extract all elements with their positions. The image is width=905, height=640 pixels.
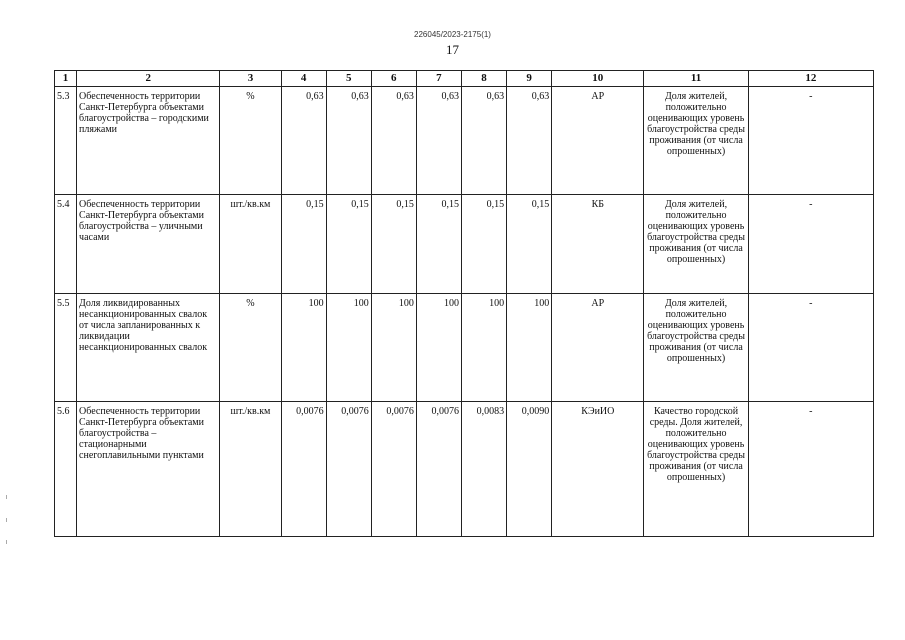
value-cell: 100 — [416, 294, 461, 402]
value-cell: 100 — [507, 294, 552, 402]
column-header: 2 — [77, 71, 220, 87]
value-cell: 100 — [461, 294, 506, 402]
table-row — [55, 294, 874, 402]
column-header: 9 — [507, 71, 552, 87]
column-header: 3 — [220, 71, 281, 87]
value-cell: 0,15 — [371, 195, 416, 294]
unit: шт./кв.км — [220, 402, 281, 537]
note: - — [748, 294, 873, 402]
value-cell: 0,0090 — [507, 402, 552, 537]
column-header: 6 — [371, 71, 416, 87]
value-cell: 0,63 — [371, 87, 416, 195]
indicator-name: Обеспеченность территории Санкт-Петербурга объектами благоустройства – уличными часами — [77, 195, 220, 294]
value-cell: 0,15 — [281, 195, 326, 294]
page-number: 17 — [446, 42, 459, 57]
value-cell: 0,0076 — [416, 402, 461, 537]
target-indicator: Доля жителей, положительно оценивающих уровень благоустройства среды проживания (от числа опрошенных) — [644, 195, 748, 294]
responsible-executor: КБ — [552, 195, 644, 294]
value-cell: 0,63 — [281, 87, 326, 195]
row-number: 5.6 — [55, 402, 77, 537]
value-cell: 0,15 — [326, 195, 371, 294]
value-cell: 0,63 — [326, 87, 371, 195]
note: - — [748, 195, 873, 294]
column-header: 1 — [55, 71, 77, 87]
value-cell: 100 — [281, 294, 326, 402]
scan-margin-mark — [6, 518, 7, 522]
table-row — [55, 87, 874, 195]
unit: шт./кв.км — [220, 195, 281, 294]
responsible-executor: АР — [552, 294, 644, 402]
value-cell: 0,0076 — [281, 402, 326, 537]
value-cell: 0,63 — [507, 87, 552, 195]
row-number: 5.3 — [55, 87, 77, 195]
column-header: 7 — [416, 71, 461, 87]
indicators-table — [54, 70, 874, 537]
row-number: 5.4 — [55, 195, 77, 294]
value-cell: 0,63 — [461, 87, 506, 195]
document-registration-number: 226045/2023-2175(1) — [414, 30, 491, 39]
column-header: 8 — [461, 71, 506, 87]
row-number: 5.5 — [55, 294, 77, 402]
table-row — [55, 195, 874, 294]
value-cell: 100 — [326, 294, 371, 402]
value-cell: 0,0076 — [371, 402, 416, 537]
scan-margin-mark — [6, 495, 7, 499]
value-cell: 0,15 — [507, 195, 552, 294]
value-cell: 0,15 — [461, 195, 506, 294]
value-cell: 0,15 — [416, 195, 461, 294]
column-header: 10 — [552, 71, 644, 87]
column-header: 12 — [748, 71, 873, 87]
indicator-name: Обеспеченность территории Санкт-Петербурга объектами благоустройства – стационарными снегоплавильными пунктами — [77, 402, 220, 537]
note: - — [748, 87, 873, 195]
unit: % — [220, 294, 281, 402]
target-indicator: Доля жителей, положительно оценивающих уровень благоустройства среды проживания (от числа опрошенных) — [644, 87, 748, 195]
indicator-name: Доля ликвидированных несанкционированных свалок от числа запланированных к ликвидации несанкционированных свалок — [77, 294, 220, 402]
scan-margin-mark — [6, 540, 7, 544]
target-indicator: Качество городской среды. Доля жителей, положительно оценивающих уровень благоустройства среды проживания (от числа опрошенных) — [644, 402, 748, 537]
value-cell: 0,0083 — [461, 402, 506, 537]
column-header: 11 — [644, 71, 748, 87]
note: - — [748, 402, 873, 537]
value-cell: 0,0076 — [326, 402, 371, 537]
unit: % — [220, 87, 281, 195]
column-header: 4 — [281, 71, 326, 87]
indicator-name: Обеспеченность территории Санкт-Петербурга объектами благоустройства – городскими пляжами — [77, 87, 220, 195]
column-header: 5 — [326, 71, 371, 87]
responsible-executor: КЭиИО — [552, 402, 644, 537]
value-cell: 0,63 — [416, 87, 461, 195]
target-indicator: Доля жителей, положительно оценивающих уровень благоустройства среды проживания (от числа опрошенных) — [644, 294, 748, 402]
table-header-row — [55, 71, 874, 87]
table-row — [55, 402, 874, 537]
value-cell: 100 — [371, 294, 416, 402]
responsible-executor: АР — [552, 87, 644, 195]
